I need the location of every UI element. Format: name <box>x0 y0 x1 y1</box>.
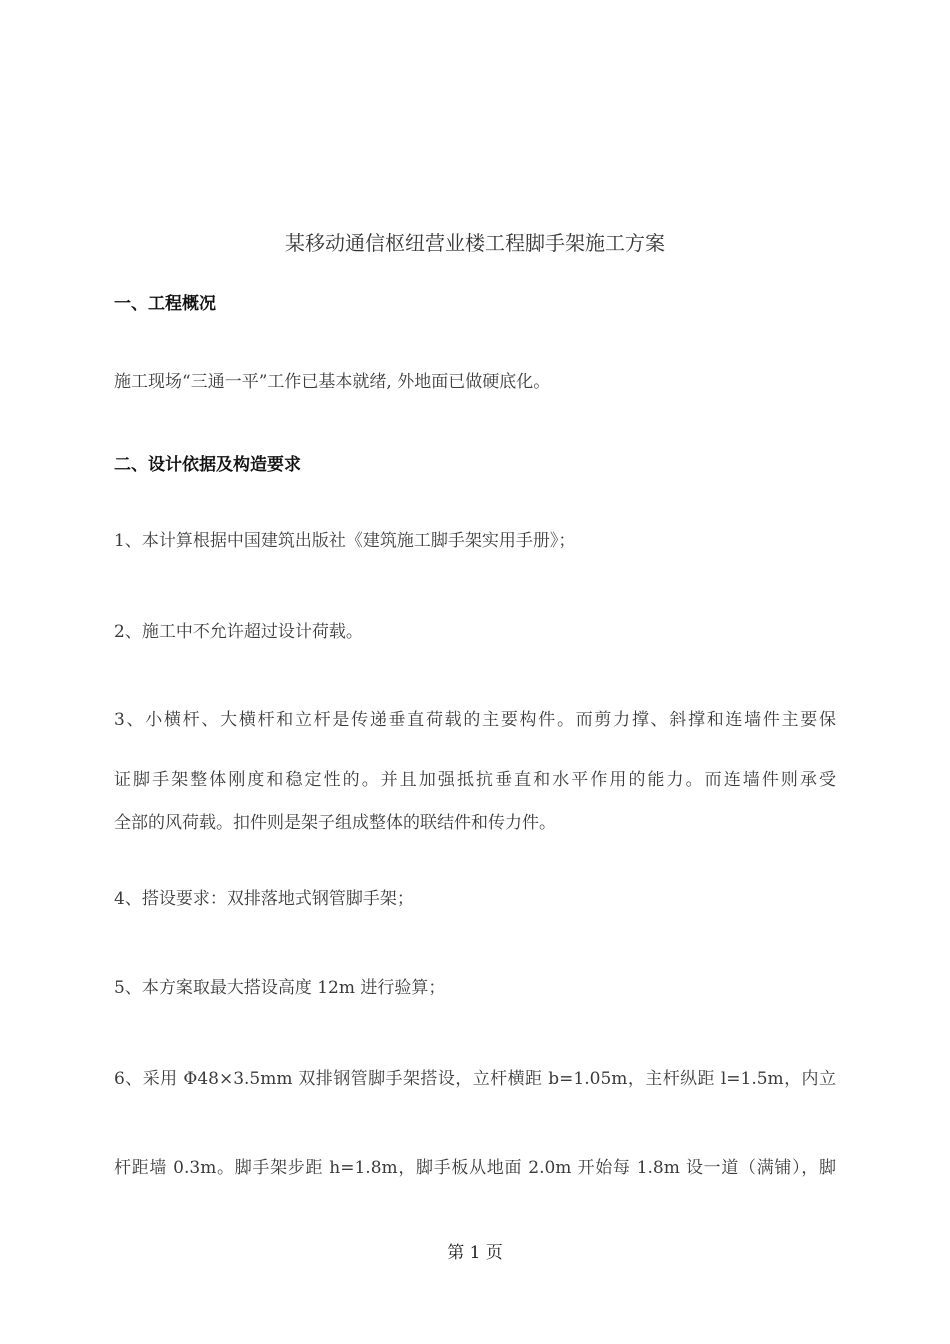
list-item-3-line-3: 全部的风荷载。扣件则是架子组成整体的联结件和传力件。 <box>114 813 556 833</box>
list-item-3-line-2: 证脚手架整体刚度和稳定性的。并且加强抵抗垂直和水平作用的能力。而连墙件则承受 <box>114 770 836 790</box>
document-title: 某移动通信枢纽营业楼工程脚手架施工方案 <box>285 231 665 255</box>
section-heading-overview: 一、工程概况 <box>114 294 216 314</box>
page-number: 第 1 页 <box>447 1243 503 1263</box>
list-item-5: 5、本方案取最大搭设高度 12m 进行验算； <box>114 978 446 998</box>
list-item-2: 2、施工中不允许超过设计荷载。 <box>114 622 363 642</box>
section-heading-design-basis: 二、设计依据及构造要求 <box>114 455 301 475</box>
list-item-6-line-1: 6、采用 Φ48×3.5mm 双排钢管脚手架搭设，立杆横距 b=1.05m，主杆纵距 l=1.5m，内立 <box>114 1069 836 1089</box>
list-item-3-line-1: 3、小横杆、大横杆和立杆是传递垂直荷载的主要构件。而剪力撑、斜撑和连墙件主要保 <box>114 710 836 730</box>
list-item-1: 1、本计算根据中国建筑出版社《建筑施工脚手架实用手册》； <box>114 531 576 551</box>
paragraph-site-status: 施工现场“三通一平”工作已基本就绪, 外地面已做硬底化。 <box>114 372 551 392</box>
list-item-6-line-2: 杆距墙 0.3m。脚手架步距 h=1.8m，脚手板从地面 2.0m 开始每 1.8m 设一道（满铺），脚 <box>114 1158 836 1178</box>
list-item-4: 4、搭设要求：双排落地式钢管脚手架； <box>114 889 414 909</box>
